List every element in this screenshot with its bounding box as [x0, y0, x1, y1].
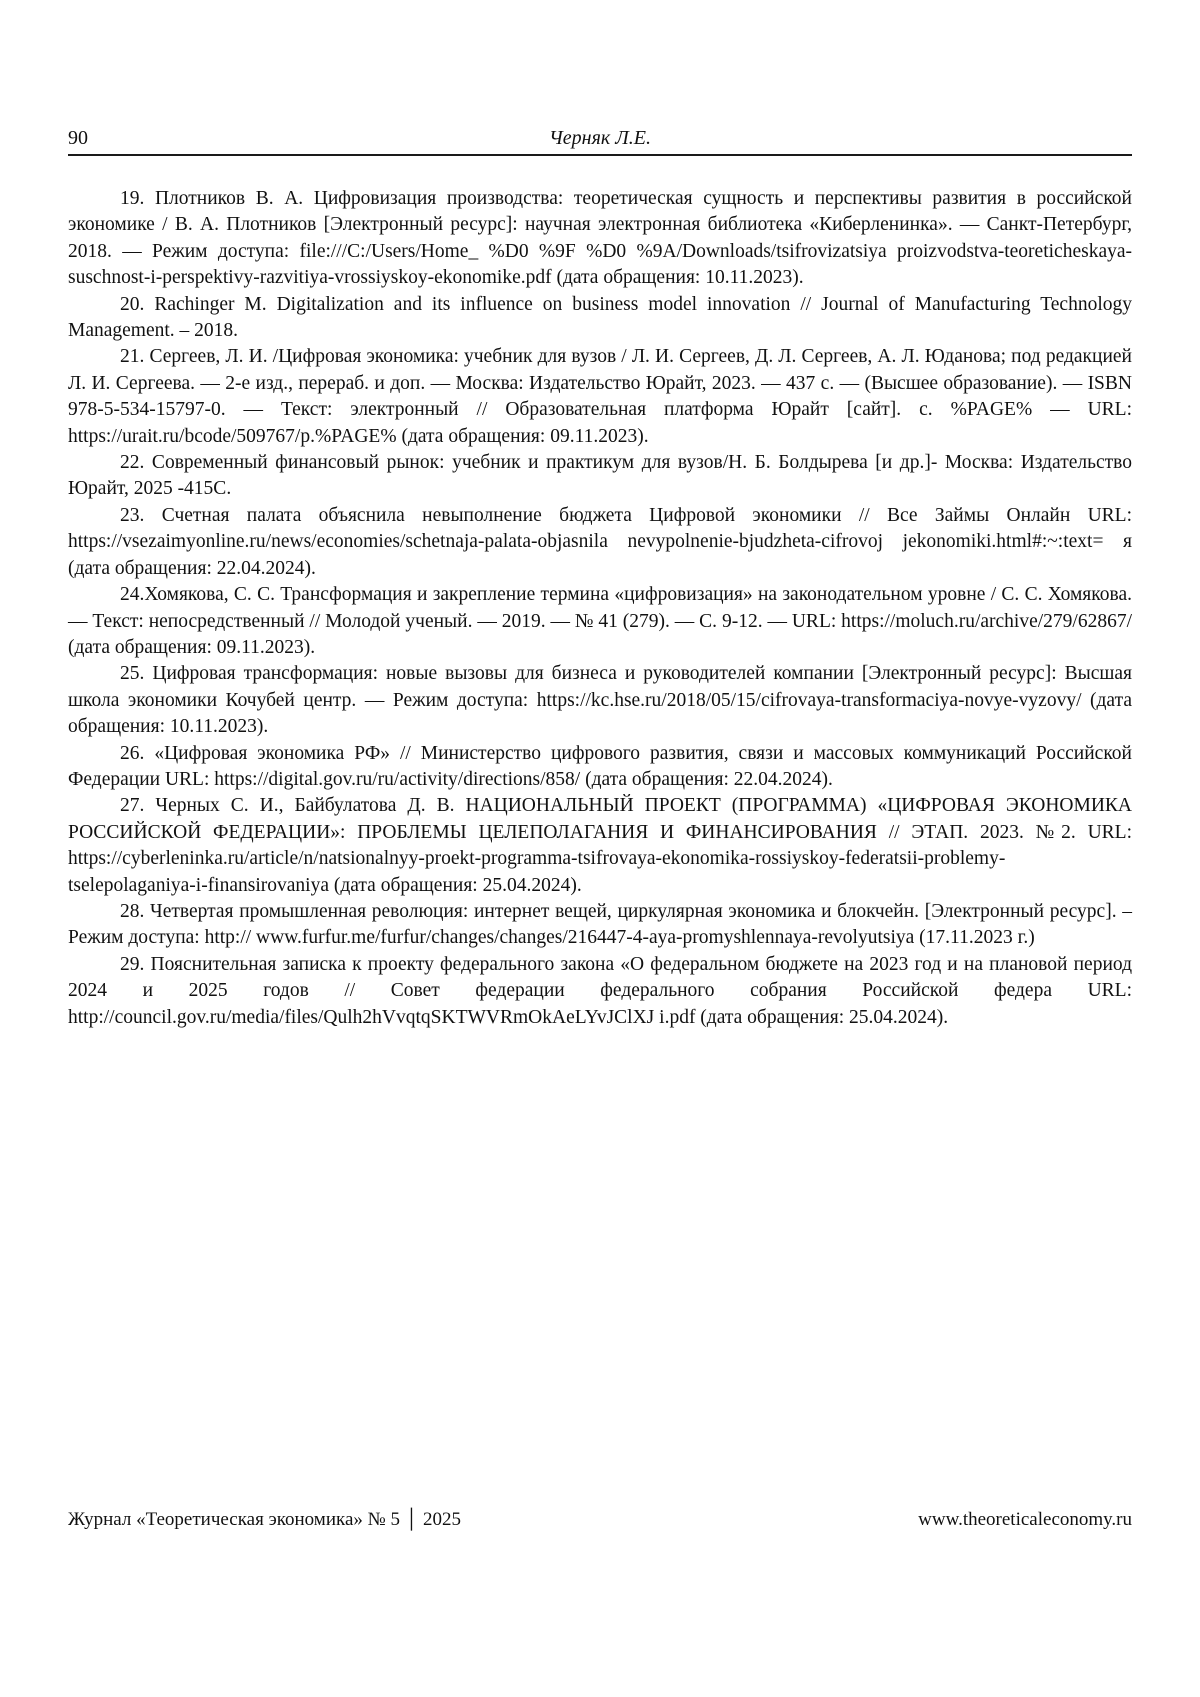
page-footer [68, 1508, 1132, 1532]
reference-item: 29. Пояснительная записка к проекту федерального закона «О федеральном бюджете на 2023 год и на плановой период 2024 и 2025 годов // Совет федерации федерального собрания Российской федера URL: http://council.gov.ru/media/files/Qulh2hVvqtqSKTWVRmOkAeLYvJClXJ i.pdf (дата обращения: 25.04.2024). [68, 953, 1132, 1028]
running-header-author: Черняк Л.Е. [549, 127, 651, 149]
reference-item: 26. «Цифровая экономика РФ» // Министерство цифрового развития, связи и массовых коммуникаций Российской Федерации URL: https://digital.gov.ru/ru/activity/directions/858/ (дата обращения: 22.04.2024). [68, 742, 1132, 790]
reference-item: 19. Плотников В. А. Цифровизация производства: теоретическая сущность и перспективы развития в российской экономике / В. А. Плотников [Электронный ресурс]: научная электронная библиотека «Киберленинка». — Санкт-Петербург, 2018. — Режим доступа: file:///C:/Users/Home_ %D0 %9F %D0 %9A/Downloads/tsifrovizatsiya proizvodstva-teoreticheskaya-suschnost-i-perspektivy-razvitiya-vrossiyskoy-ekonomike.pdf (дата обращения: 10.11.2023). [68, 188, 1132, 289]
footer-website: www.theoreticaleconomy.ru [918, 1509, 1132, 1530]
reference-item: 25. Цифровая трансформация: новые вызовы для бизнеса и руководителей компании [Электронный ресурс]: Высшая школа экономики Кочубей центр. — Режим доступа: https://kc.hse.ru/2018/05/15/cifrovaya-transformaciya-novye-vyzovy/ (дата обращения: 10.11.2023). [68, 663, 1132, 738]
references-list [68, 186, 1132, 1031]
reference-item: 22. Современный финансовый рынок: учебник и практикум для вузов/Н. Б. Болдырева [и др.]- Москва: Издательство Юрайт, 2025 -415С. [68, 452, 1132, 500]
page-header [68, 126, 1132, 156]
reference-item: 21. Сергеев, Л. И. /Цифровая экономика: учебник для вузов / Л. И. Сергеев, Д. Л. Сергеев, А. Л. Юданова; под редакцией Л. И. Сергеева. — 2-е изд., перераб. и доп. — Москва: Издательство Юрайт, 2023. — 437 с. — (Высшее образование). — ISBN 978-5-534-15797-0. — Текст: электронный // Образовательная платформа Юрайт [сайт]. с. %PAGE% — URL: https://urait.ru/bcode/509767/p.%PAGE% (дата обращения: 09.11.2023). [68, 346, 1132, 447]
page-number: 90 [68, 127, 88, 149]
reference-item: 20. Rachinger M. Digitalization and its influence on business model innovation // Journal of Manufacturing Technology Management. – 2018. [68, 293, 1132, 342]
reference-item: 28. Четвертая промышленная революция: интернет вещей, циркулярная экономика и блокчейн. [Электронный ресурс]. – Режим доступа: http:// www.furfur.me/furfur/changes/changes/216447-4-aya-promyshlennaya-revolyutsiya (17.11.2023 г.) [68, 900, 1132, 949]
reference-item: 27. Черных С. И., Байбулатова Д. В. НАЦИОНАЛЬНЫЙ ПРОЕКТ (ПРОГРАММА) «ЦИФРОВАЯ ЭКОНОМИКА РОССИЙСКОЙ ФЕДЕРАЦИИ»: ПРОБЛЕМЫ ЦЕЛЕПОЛАГАНИЯ И ФИНАНСИРОВАНИЯ // ЭТАП. 2023. №2. URL: https://cyberleninka.ru/article/n/natsionalnyy-proekt-programma-tsifrovaya-ekonomika-rossiyskoy-federatsii-problemy-tselepolaganiya-i-finansirovaniya (дата обращения: 25.04.2024). [68, 795, 1132, 896]
reference-item: 23. Счетная палата объяснила невыполнение бюджета Цифровой экономики // Все Займы Онлайн URL: https://vsezaimyonline.ru/news/economies/schetnaja-palata-objasnila nevypolnenie-bjudzheta-cifrovoj jekonomiki.html#:~:text= я (дата обращения: 22.04.2024). [68, 504, 1132, 579]
footer-journal-title: Журнал «Теоретическая экономика» № 5 │ 2025 [68, 1509, 461, 1530]
reference-item: 24.Хомякова, С. С. Трансформация и закрепление термина «цифровизация» на законодательном уровне / С. С. Хомякова. — Текст: непосредственный // Молодой ученый. — 2019. — № 41 (279). — С. 9-12. — URL: https://moluch.ru/archive/279/62867/ (дата обращения: 09.11.2023). [68, 584, 1132, 658]
